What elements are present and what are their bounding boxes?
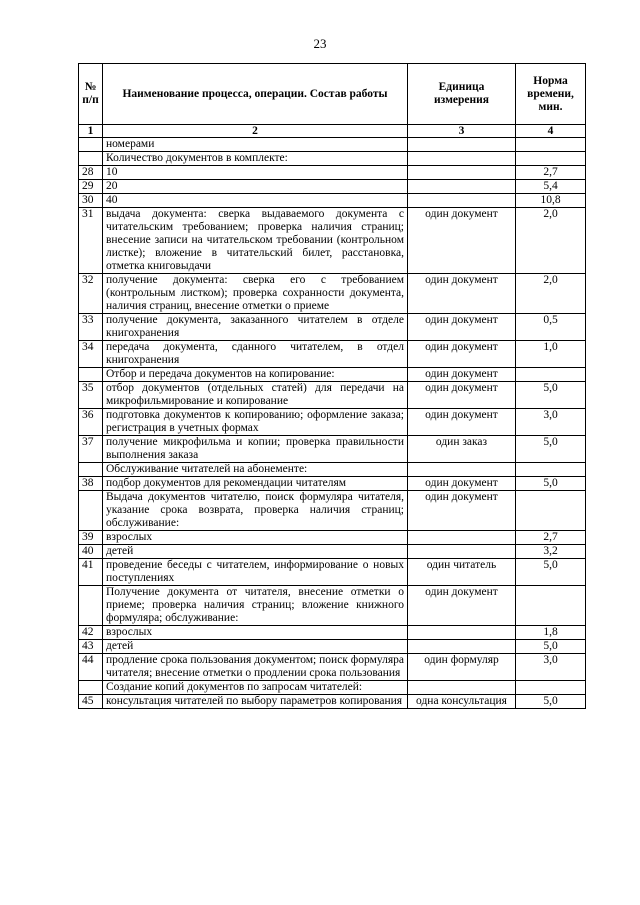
page-number: 23 [313,36,327,51]
table-row [79,491,586,531]
table-row [79,559,586,586]
table-row [79,436,586,463]
table-body [79,138,586,709]
row-operation: взрослых [103,531,408,545]
header-norm: Норма времени, мин. [516,64,586,125]
row-norm [516,138,586,152]
header-unit: Единица измерения [408,64,516,125]
row-operation: 10 [103,166,408,180]
table-row [79,314,586,341]
row-operation: 20 [103,180,408,194]
row-number: 33 [79,314,103,341]
row-norm: 5,0 [516,382,586,409]
column-index-row [79,125,586,138]
row-unit: один заказ [408,436,516,463]
row-unit: один документ [408,274,516,314]
table-row [79,409,586,436]
row-norm [516,586,586,626]
row-number: 44 [79,654,103,681]
row-unit: один документ [408,477,516,491]
row-unit: один документ [408,382,516,409]
row-unit: один документ [408,341,516,368]
row-norm: 0,5 [516,314,586,341]
row-operation: Количество документов в комплекте: [103,152,408,166]
row-unit [408,166,516,180]
row-number: 41 [79,559,103,586]
row-number: 36 [79,409,103,436]
table-row [79,138,586,152]
row-norm: 5,0 [516,436,586,463]
row-operation: 40 [103,194,408,208]
table-row [79,194,586,208]
row-norm [516,463,586,477]
table-row [79,531,586,545]
row-unit: один документ [408,586,516,626]
row-operation: проведение беседы с читателем, информирование о новых поступлениях [103,559,408,586]
row-number [79,681,103,695]
row-operation: Создание копий документов по запросам читателей: [103,681,408,695]
row-number [79,152,103,166]
row-number [79,368,103,382]
table-row [79,463,586,477]
row-unit [408,545,516,559]
row-unit [408,531,516,545]
row-number: 42 [79,626,103,640]
row-operation: Выдача документов читателю, поиск формуляра читателя, указание срока возврата, проверка наличия страниц; обслуживание: [103,491,408,531]
table-row [79,166,586,180]
row-norm: 3,0 [516,409,586,436]
row-norm: 2,7 [516,531,586,545]
row-operation: передача документа, сданного читателем, в отдел книгохранения [103,341,408,368]
row-norm [516,681,586,695]
row-norm: 1,0 [516,341,586,368]
row-norm: 2,0 [516,274,586,314]
row-operation: выдача документа: сверка выдаваемого документа с читательским требованием; проверка наличия страниц; внесение записи на читательском требовании (контрольном листке); вложение в читательский билет, расстановка, отметка книговыдачи [103,208,408,274]
row-norm: 1,8 [516,626,586,640]
row-norm: 3,2 [516,545,586,559]
table-row [79,586,586,626]
row-unit: один документ [408,491,516,531]
row-unit: один формуляр [408,654,516,681]
row-number: 40 [79,545,103,559]
row-number [79,138,103,152]
table-row [79,341,586,368]
row-operation: продление срока пользования документом; поиск формуляра читателя; внесение отметки о продлении срока пользования [103,654,408,681]
table-row [79,368,586,382]
row-operation: отбор документов (отдельных статей) для передачи на микрофильмирование и копирование [103,382,408,409]
row-unit [408,463,516,477]
table-row [79,152,586,166]
row-unit: один документ [408,208,516,274]
header-name: Наименование процесса, операции. Состав работы [103,64,408,125]
row-operation: номерами [103,138,408,152]
table-row [79,180,586,194]
row-number: 35 [79,382,103,409]
row-operation: детей [103,640,408,654]
row-unit: один документ [408,368,516,382]
table-row [79,382,586,409]
table-row [79,695,586,709]
row-number [79,463,103,477]
row-unit [408,138,516,152]
row-number: 45 [79,695,103,709]
row-operation: получение документа: сверка его с требованием (контрольным листком); проверка сохранности документа, наличия страниц, внесение отметки о приеме [103,274,408,314]
table-row [79,640,586,654]
row-norm: 5,0 [516,640,586,654]
row-operation: получение микрофильма и копии; проверка правильности выполнения заказа [103,436,408,463]
row-number: 32 [79,274,103,314]
row-unit: один документ [408,314,516,341]
row-number: 34 [79,341,103,368]
row-operation: консультация читателей по выбору параметров копирования [103,695,408,709]
row-number: 38 [79,477,103,491]
row-norm [516,368,586,382]
row-operation: детей [103,545,408,559]
norms-table [78,63,586,709]
row-norm [516,152,586,166]
row-norm: 5,0 [516,477,586,491]
table-row [79,274,586,314]
row-number [79,491,103,531]
row-unit [408,180,516,194]
row-norm: 5,4 [516,180,586,194]
row-number: 39 [79,531,103,545]
table-row [79,681,586,695]
row-number [79,586,103,626]
row-operation: взрослых [103,626,408,640]
column-index: 1 [79,125,103,138]
row-unit: один документ [408,409,516,436]
row-operation: Обслуживание читателей на абонементе: [103,463,408,477]
row-norm: 2,7 [516,166,586,180]
row-unit [408,626,516,640]
row-norm: 5,0 [516,559,586,586]
row-unit [408,681,516,695]
column-index: 3 [408,125,516,138]
row-number: 37 [79,436,103,463]
column-index: 4 [516,125,586,138]
table-row [79,654,586,681]
row-operation: подбор документов для рекомендации читателям [103,477,408,491]
table-row [79,626,586,640]
row-number: 28 [79,166,103,180]
column-index: 2 [103,125,408,138]
row-operation: Получение документа от читателя, внесение отметки о приеме; проверка наличия страниц; вложение книжного формуляра; обслуживание: [103,586,408,626]
row-norm: 10,8 [516,194,586,208]
row-operation: Отбор и передача документов на копирование: [103,368,408,382]
row-number: 31 [79,208,103,274]
row-number: 30 [79,194,103,208]
row-norm: 3,0 [516,654,586,681]
row-operation: подготовка документов к копированию; оформление заказа; регистрация в учетных формах [103,409,408,436]
row-norm: 5,0 [516,695,586,709]
table-row [79,208,586,274]
row-number: 43 [79,640,103,654]
row-unit [408,194,516,208]
row-number: 29 [79,180,103,194]
row-norm [516,491,586,531]
row-norm: 2,0 [516,208,586,274]
table-header-row [79,64,586,125]
table-row [79,545,586,559]
row-unit [408,152,516,166]
row-operation: получение документа, заказанного читателем в отделе книгохранения [103,314,408,341]
row-unit: одна консультация [408,695,516,709]
header-num: № п/п [79,64,103,125]
row-unit: один читатель [408,559,516,586]
row-unit [408,640,516,654]
table-row [79,477,586,491]
